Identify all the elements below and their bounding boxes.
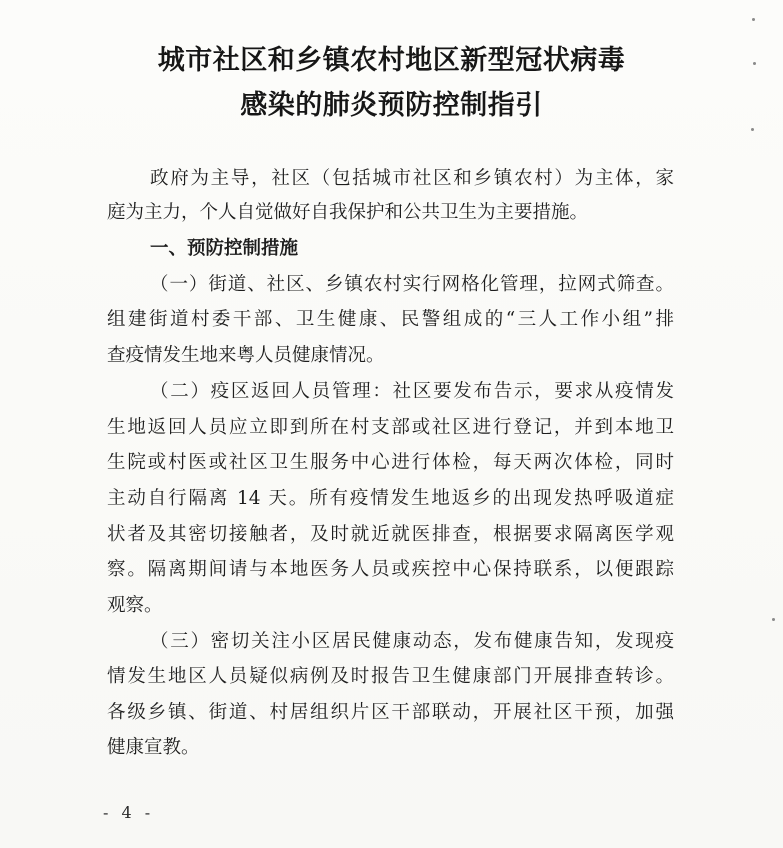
paragraph-line: 生院或村医或社区卫生服务中心进行体检，每天两次体检，同时 bbox=[107, 452, 674, 473]
scan-speck bbox=[752, 18, 755, 21]
scan-speck bbox=[772, 618, 775, 621]
paragraph-line: 政府为主导，社区（包括城市社区和乡镇农村）为主体，家 bbox=[150, 168, 674, 189]
scan-speck bbox=[753, 62, 756, 65]
scan-speck bbox=[751, 128, 754, 131]
paragraph-line: 组建街道村委干部、卫生健康、民警组成的“三人工作小组”排 bbox=[107, 309, 674, 330]
paragraph-line: （二）疫区返回人员管理：社区要发布告示，要求从疫情发 bbox=[150, 381, 674, 402]
paragraph-line: （三）密切关注小区居民健康动态，发布健康告知，发现疫 bbox=[150, 631, 674, 652]
paragraph-line: 情发生地区人员疑似病例及时报告卫生健康部门开展排查转诊。 bbox=[107, 666, 674, 687]
document-title-line-2: 感染的肺炎预防控制指引 bbox=[240, 90, 543, 121]
paragraph-line: 主动自行隔离 14 天。所有疫情发生地返乡的出现发热呼吸道症 bbox=[107, 488, 674, 509]
paragraph-line: 生地返回人员应立即到所在村支部或社区进行登记，并到本地卫 bbox=[107, 417, 674, 438]
paragraph-line: 查疫情发生地来粤人员健康情况。 bbox=[107, 345, 385, 366]
document-title-line-1: 城市社区和乡镇农村地区新型冠状病毒 bbox=[157, 45, 626, 76]
paragraph-line: （一）街道、社区、乡镇农村实行网格化管理，拉网式筛查。 bbox=[150, 274, 674, 295]
paragraph-line: 各级乡镇、街道、村居组织片区干部联动，开展社区干预，加强 bbox=[107, 702, 674, 723]
paragraph-line: 状者及其密切接触者，及时就近就医排查，根据要求隔离医学观 bbox=[107, 524, 674, 545]
paragraph-line: 健康宣教。 bbox=[107, 737, 200, 758]
paragraph-line: 庭为主力，个人自觉做好自我保护和公共卫生为主要措施。 bbox=[107, 202, 589, 223]
paragraph-line: 察。隔离期间请与本地医务人员或疾控中心保持联系，以便跟踪 bbox=[107, 559, 674, 580]
page-number: - 4 - bbox=[103, 803, 155, 822]
paragraph-line: 观察。 bbox=[107, 595, 163, 616]
section-heading: 一、预防控制措施 bbox=[150, 238, 299, 259]
